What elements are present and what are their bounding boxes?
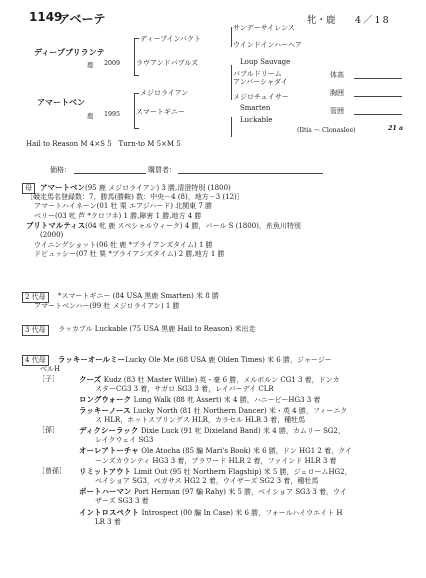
row-text: ベリー(03 牝 芦 *クロフネ) 1 勝,障害 1 勝,地方 4 勝	[34, 211, 202, 220]
descendant-name: クーズ	[79, 375, 104, 384]
section-row	[40, 365, 60, 374]
descendant-text: Dixie Luck (91 牝 Dixieland Band) 米 4 勝，カムリー SG2，	[140, 427, 345, 435]
dam-year: 1995	[104, 111, 121, 118]
section-badge: 4 代母	[22, 355, 49, 366]
descendant-name: ラッキーノース	[79, 405, 134, 415]
dam-dam-dam: Luckable	[240, 116, 273, 124]
dam-sire-sire: アンバーシャダイ	[233, 78, 288, 86]
section-row	[34, 202, 212, 211]
sire-name: ディープブリランテ	[34, 48, 105, 57]
sire-sire: ディープインパクト	[140, 35, 201, 43]
sire-dam: ラヴアンドバブルズ	[136, 59, 199, 67]
descendant-name: リミットアウト	[79, 466, 134, 476]
dam-sire: メジロライアン	[140, 89, 189, 97]
descendant-row	[79, 487, 347, 497]
generation-label: ［子］	[38, 375, 59, 383]
family-note: (Iltis ～ Clonaslee)	[297, 127, 356, 134]
descendant-name: ポートハーマン	[79, 487, 134, 497]
sire-dam-sire: Loup Sauvage	[240, 58, 291, 66]
horse-name-bold: アマートベン	[40, 183, 85, 192]
descendant-row	[79, 406, 347, 416]
foaling-date: 4／18	[355, 15, 391, 26]
lot-number: 1149	[29, 10, 63, 24]
girth-label: 胸囲	[330, 89, 344, 97]
descendant-row	[95, 416, 305, 425]
section-row	[26, 221, 301, 231]
descendant-name: ディクシーラック	[79, 426, 141, 435]
row-text: *スマートギニー (84 USA 黒鹿 Smarten) 米 8 勝	[58, 292, 219, 300]
section-badge: 3 代母	[22, 325, 49, 336]
row-text: ドビュッシー(07 牡 栗 *ブライアンズタイム) 2 勝,地方 1 勝	[34, 250, 225, 259]
height-field[interactable]	[354, 78, 402, 79]
sex-color: 牝・鹿	[307, 15, 336, 26]
descendant-row	[95, 518, 121, 527]
dam-sire-dam: メジロチェイサー	[233, 93, 289, 101]
cannon-label: 管囲	[330, 107, 344, 115]
price-label: 価格：	[50, 166, 71, 174]
row-text: ［競走馬名登録数：7，勝馬(勝鞍) 数：中央－4 (8)，地方－3 (12)］	[26, 192, 244, 201]
section-row	[58, 292, 219, 301]
row-text: Lucky Ole Me (68 USA 鹿 Olden Times) 米 6 勝，ジャージー	[125, 356, 332, 364]
descendant-row	[95, 497, 149, 506]
section-row	[58, 355, 332, 365]
family-number: 21 a	[388, 125, 404, 132]
height-label: 体高	[330, 71, 344, 79]
section-badge: 母	[22, 183, 35, 194]
descendant-text: ザーズ SG3 3 着	[95, 497, 149, 506]
row-text: アマートハイネーン(01 牡 栗 エアジハード) 北関東 7 勝	[34, 202, 213, 211]
section-row	[40, 183, 231, 193]
descendant-text: Port Herman (97 騙 Rahy) 米 5 勝，ベイショア SG3 3 着，ウイ	[133, 488, 347, 497]
row-text: (2000)	[40, 231, 64, 239]
descendant-row	[95, 436, 153, 445]
section-row	[34, 302, 180, 311]
descendant-row	[79, 446, 352, 456]
descendant-row	[79, 395, 320, 405]
sire-year: 2009	[104, 60, 121, 67]
descendant-row	[95, 477, 318, 486]
section-row	[26, 193, 244, 202]
row-text: ラッカブル Luckable (75 USA 黒鹿 Hail to Reason) 米出走	[58, 325, 256, 333]
descendant-text: Ole Atocha (85 騙 Mari's Book) 米 6 勝，ドン HG1 2 着，クイ	[141, 447, 352, 456]
section-row	[34, 241, 213, 250]
descendant-name: イントロスペクト	[79, 507, 142, 517]
section-badge: 2 代母	[22, 292, 49, 303]
descendant-text: ベイショア SG3，ペガサス HG2 2 着，ウイザーズ SG2 3 着，種牡馬	[95, 477, 319, 485]
generation-label: ［孫］	[38, 426, 59, 434]
dam-dam: スマートギニー	[136, 108, 185, 116]
horse-name: アベーテ	[58, 12, 106, 26]
descendant-row	[79, 508, 343, 518]
generation-label: ［曾孫］	[38, 466, 66, 475]
section-row	[34, 250, 225, 259]
descendant-text: ス HLR，ホットスプリングス HLR，カラセル HLR 3 着，種牡馬	[95, 415, 306, 424]
descendant-row	[95, 385, 274, 394]
row-text: ウイニングショット(06 牡 鹿 *ブライアンズタイム) 1 勝	[34, 240, 213, 249]
descendant-text: ーンズカウンティ HG3 3 着，ブラワード HLR 2 着，ファインド HLR 3 着	[95, 456, 337, 465]
section-row	[40, 231, 63, 240]
price-field[interactable]	[74, 173, 146, 174]
descendant-text: Kudz (83 牡 Master Willie) 英・豪 6 勝，メルボルン CG1 3 着，ドンカ	[103, 376, 340, 384]
row-text: (95 鹿 メジロライアン) 3 勝,清澄特別 (1800)	[85, 184, 231, 192]
buyer-label: 購買者：	[148, 166, 176, 174]
sire-sire-sire: サンデーサイレンス	[233, 24, 295, 32]
descendant-name: オーレアトーチャ	[79, 446, 142, 456]
dam-color: 鹿	[87, 113, 94, 120]
horse-name-bold: ラッキーオールミー	[58, 355, 126, 364]
sire-color: 鹿	[87, 62, 94, 69]
row-text: アマートベンハー(99 牡 メジロライアン) 1 勝	[34, 301, 180, 310]
descendant-text: Introspect (00 騙 In Case) 米 6 勝，フォールハイウエイト H	[141, 508, 343, 517]
girth-field[interactable]	[354, 96, 402, 97]
descendant-text: Limit Out (95 牡 Northern Flagship) 米 5 勝，ジェロームHG2，	[133, 467, 352, 476]
descendant-row	[95, 457, 337, 466]
row-text: (04 牝 鹿 スペシャルウィーク) 4 勝，バール S (1800)，糸魚川特別	[85, 222, 301, 231]
descendant-text: LR 3 着	[95, 517, 121, 526]
descendant-text: Long Walk (88 牝 Assert) 米 4 勝，ハニービーHG3 3 着	[133, 396, 321, 405]
section-row	[34, 212, 201, 221]
descendant-name: ロングウォーク	[79, 395, 134, 405]
descendant-row	[79, 467, 352, 477]
sire-dam-dam: バブルドリーム	[233, 70, 282, 78]
dam-dam-sire: Smarten	[240, 104, 271, 112]
descendant-row	[79, 426, 345, 436]
cannon-field[interactable]	[354, 114, 402, 115]
descendant-text: レイクウェイ SG3	[95, 436, 154, 445]
dam-name: アマートベン	[37, 98, 85, 107]
inbreeding: Hail to Reason M 4×S 5 Turn-to M 5×M 5	[26, 140, 181, 148]
descendant-text: スターCG3 3 着，サガロ SG3 3 着，レイバーデイ CLR	[95, 385, 274, 394]
descendant-row	[79, 375, 340, 385]
row-text: ベルH	[40, 364, 61, 373]
sire-sire-dam: ウインドインハーヘア	[233, 41, 302, 49]
descendant-text: Lucky North (81 牡 Northern Dancer) 米・英 4 勝，フィーニク	[133, 406, 348, 415]
horse-name-bold: ブリトマルティス	[26, 221, 86, 231]
buyer-field[interactable]	[178, 173, 323, 174]
section-row	[58, 325, 256, 334]
